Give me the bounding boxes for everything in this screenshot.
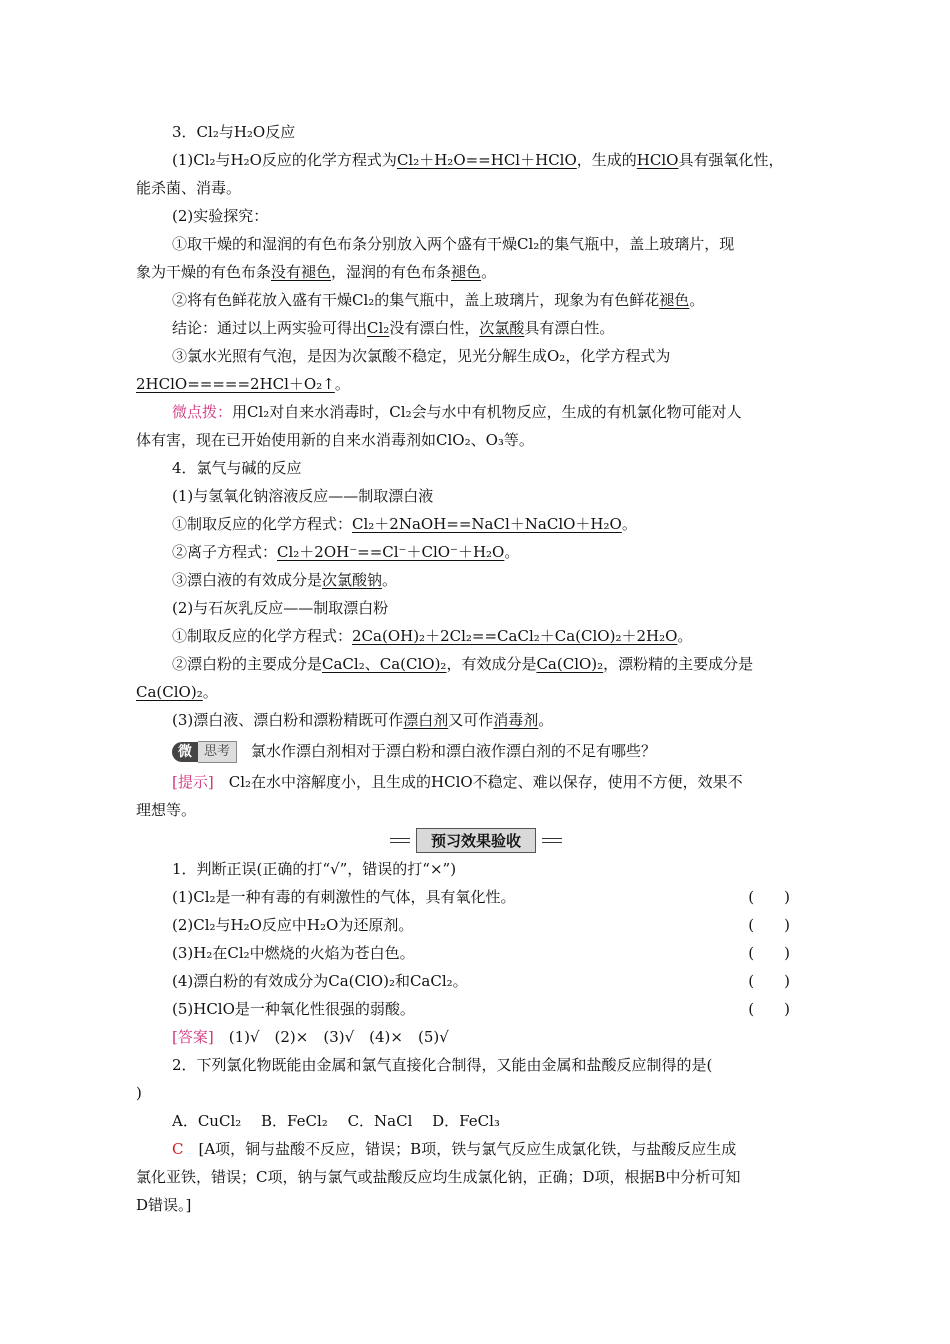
section-banner [136,828,816,853]
s3-circle-1-cont: 象为干燥的有色布条没有褪色，湿润的有色布条褪色。 [136,263,497,281]
s3-circle-2: ②将有色鲜花放入盛有干燥Cl₂的集气瓶中，盖上玻璃片，现象为有色鲜花褪色。 [172,291,705,309]
s4-a1: ①制取反应的化学方程式：Cl₂＋2NaOH==NaCl＋NaClO＋H₂O。 [172,515,637,533]
s4-para-3: (3)漂白液、漂白粉和漂粉精既可作漂白剂又可作消毒剂。 [172,711,554,729]
q1-paren-5: ( ) [748,1000,790,1018]
think-hint: [提示] Cl₂在水中溶解度小，且生成的HClO不稳定、难以保存，使用不方便，效果不 [172,773,743,791]
q1-item-2: (2)Cl₂与H₂O反应中H₂O为还原剂。 ( ) [136,911,816,939]
q2-stem: 2．下列氯化物既能由金属和氯气直接化合制得，又能由金属和盐酸反应制得的是( [172,1056,713,1074]
s4-para-1: (1)与氢氧化钠溶液反应——制取漂白液 [172,487,434,505]
hint-label: [提示] [172,773,214,791]
q1-item-1: (1)Cl₂是一种有毒的有刺激性的气体，具有氧化性。 ( ) [136,883,816,911]
s3-circle-3: ③氯水光照有气泡，是因为次氯酸不稳定，见光分解生成O₂，化学方程式为 [172,347,671,365]
q2-explanation: C [A项，铜与盐酸不反应，错误；B项，铁与氯气反应生成氯化铁，与盐酸反应生成 [172,1140,737,1158]
s4-a2: ②离子方程式：Cl₂＋2OH⁻==Cl⁻＋ClO⁻＋H₂O。 [172,543,520,561]
banner-left-bar [390,838,410,843]
s3-conclusion: 结论：通过以上两实验可得出Cl₂没有漂白性，次氯酸具有漂白性。 [172,319,615,337]
q1-paren-2: ( ) [748,916,790,934]
banner-title: 预习效果验收 [416,828,536,853]
s4-b2-cont: Ca(ClO)₂。 [136,683,218,701]
think-badge-text: 思考 [198,741,237,763]
s4-b2: ②漂白粉的主要成分是CaCl₂、Ca(ClO)₂，有效成分是Ca(ClO)₂，漂粉精的主要成分是 [172,655,754,673]
q1-item-3: (3)H₂在Cl₂中燃烧的火焰为苍白色。 ( ) [136,939,816,967]
think-question: 微 思考 氯水作漂白剂相对于漂白粉和漂白液作漂白剂的不足有哪些？ [136,734,816,768]
section-3-heading: 3．Cl₂与H₂O反应 [172,123,296,141]
tip-line-2: 体有害，现在已开始使用新的自来水消毒剂如ClO₂、O₃等。 [136,431,534,449]
q1-paren-1: ( ) [748,888,790,906]
q1-answer: [答案] (1)√ (2)× (3)√ (4)× (5)√ [172,1028,449,1046]
s3-para-1: (1)Cl₂与H₂O反应的化学方程式为Cl₂＋H₂O==HCl＋HClO，生成的HClO具有强氧化性， [172,151,784,169]
s3-para-1-cont: 能杀菌、消毒。 [136,179,242,197]
s3-circle-3-cont: 2HClO=====2HCl＋O₂↑。 [136,375,350,393]
q1-paren-4: ( ) [748,972,790,990]
q1-paren-3: ( ) [748,944,790,962]
think-badge-icon: 微 [172,742,198,762]
s3-circle-1: ①取干燥的和湿润的有色布条分别放入两个盛有干燥Cl₂的集气瓶中，盖上玻璃片，现 [172,235,735,253]
q1-stem: 1．判断正误(正确的打“√”，错误的打“×”) [172,860,457,878]
q1-item-5: (5)HClO是一种氧化性很强的弱酸。 ( ) [136,995,816,1023]
s3-para-2: (2)实验探究： [172,207,269,225]
section-4-heading: 4．氯气与碱的反应 [172,459,302,477]
think-badge [172,741,237,763]
q2-answer-letter: C [172,1140,184,1158]
q1-item-4: (4)漂白粉的有效成分为Ca(ClO)₂和CaCl₂。 ( ) [136,967,816,995]
document-page [136,118,816,1219]
think-hint-cont: 理想等。 [136,801,197,819]
answer-label: [答案] [172,1028,214,1046]
q2-stem-cont: ) [136,1084,142,1102]
q2-options: A．CuCl₂ B．FeCl₂ C．NaCl D．FeCl₃ [172,1112,500,1130]
s4-b1: ①制取反应的化学方程式：2Ca(OH)₂＋2Cl₂==CaCl₂＋Ca(ClO)₂＋2H₂O。 [172,627,693,645]
q2-explanation-cont: 氯化亚铁，错误；C项，钠与氯气或盐酸反应均生成氯化钠，正确；D项，根据B中分析可知 [136,1168,741,1186]
s4-a3: ③漂白液的有效成分是次氯酸钠。 [172,571,398,589]
q2-explanation-end: D错误。] [136,1196,192,1214]
banner-right-bar [542,838,562,843]
tip-line-1: 微点拨：用Cl₂对自来水消毒时，Cl₂会与水中有机物反应，生成的有机氯化物可能对人 [172,403,742,421]
s4-para-2: (2)与石灰乳反应——制取漂白粉 [172,599,389,617]
tip-label: 微点拨： [172,403,233,421]
